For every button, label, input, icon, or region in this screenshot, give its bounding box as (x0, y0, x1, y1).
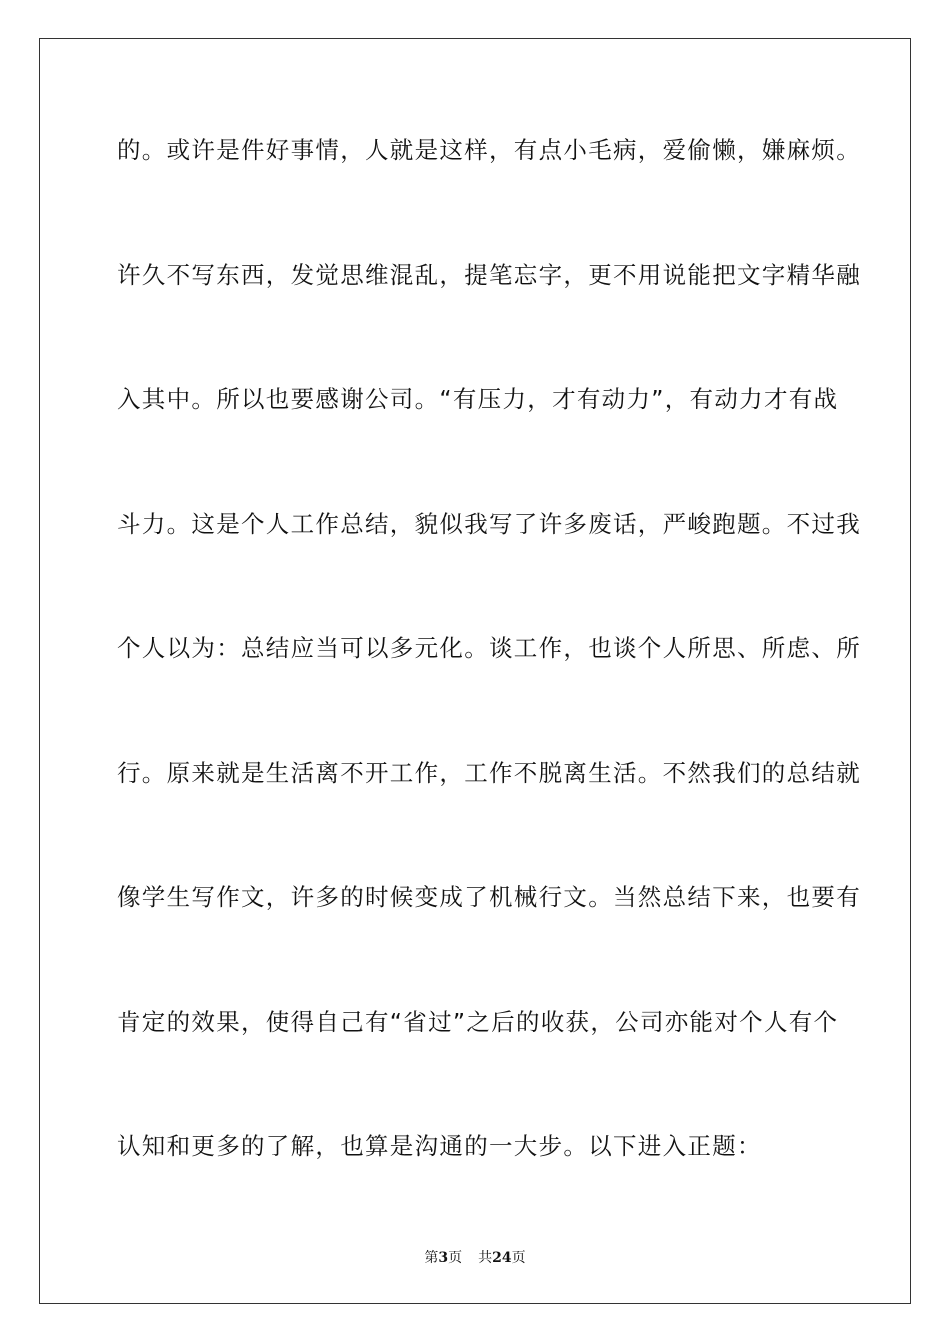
total-prefix: 共 (478, 1250, 493, 1266)
total-suffix: 页 (511, 1250, 526, 1266)
paragraph-line: 许久不写东西，发觉思维混乱，提笔忘字，更不用说能把文字精华融 (117, 260, 861, 289)
document-body (117, 128, 861, 1249)
page-footer (0, 1247, 950, 1267)
paragraph-line: 的。或许是件好事情，人就是这样，有点小毛病，爱偷懒，嫌麻烦。 (117, 136, 861, 164)
page-suffix: 页 (448, 1250, 463, 1266)
paragraph-line: 认知和更多的了解，也算是沟通的一大步。以下进入正题： (117, 1132, 762, 1160)
paragraph-line: 像学生写作文，许多的时候变成了机械行文。当然总结下来，也要有 (117, 883, 861, 911)
paragraph-line: 肯定的效果，使得自己有“省过”之后的收获，公司亦能对个人有个 (117, 1007, 839, 1036)
paragraph-line: 个人以为：总结应当可以多元化。谈工作，也谈个人所思、所虑、所 (117, 634, 861, 662)
page-number: 3 (438, 1250, 449, 1266)
paragraph-line: 斗力。这是个人工作总结，貌似我写了许多废话，严峻跑题。不过我 (117, 509, 861, 538)
paragraph-line: 行。原来就是生活离不开工作，工作不脱离生活。不然我们的总结就 (117, 758, 861, 787)
page-prefix: 第 (424, 1250, 439, 1266)
paragraph-line: 入其中。所以也要感谢公司。“有压力，才有动力”，有动力才有战 (117, 385, 839, 413)
total-pages: 24 (492, 1250, 512, 1266)
